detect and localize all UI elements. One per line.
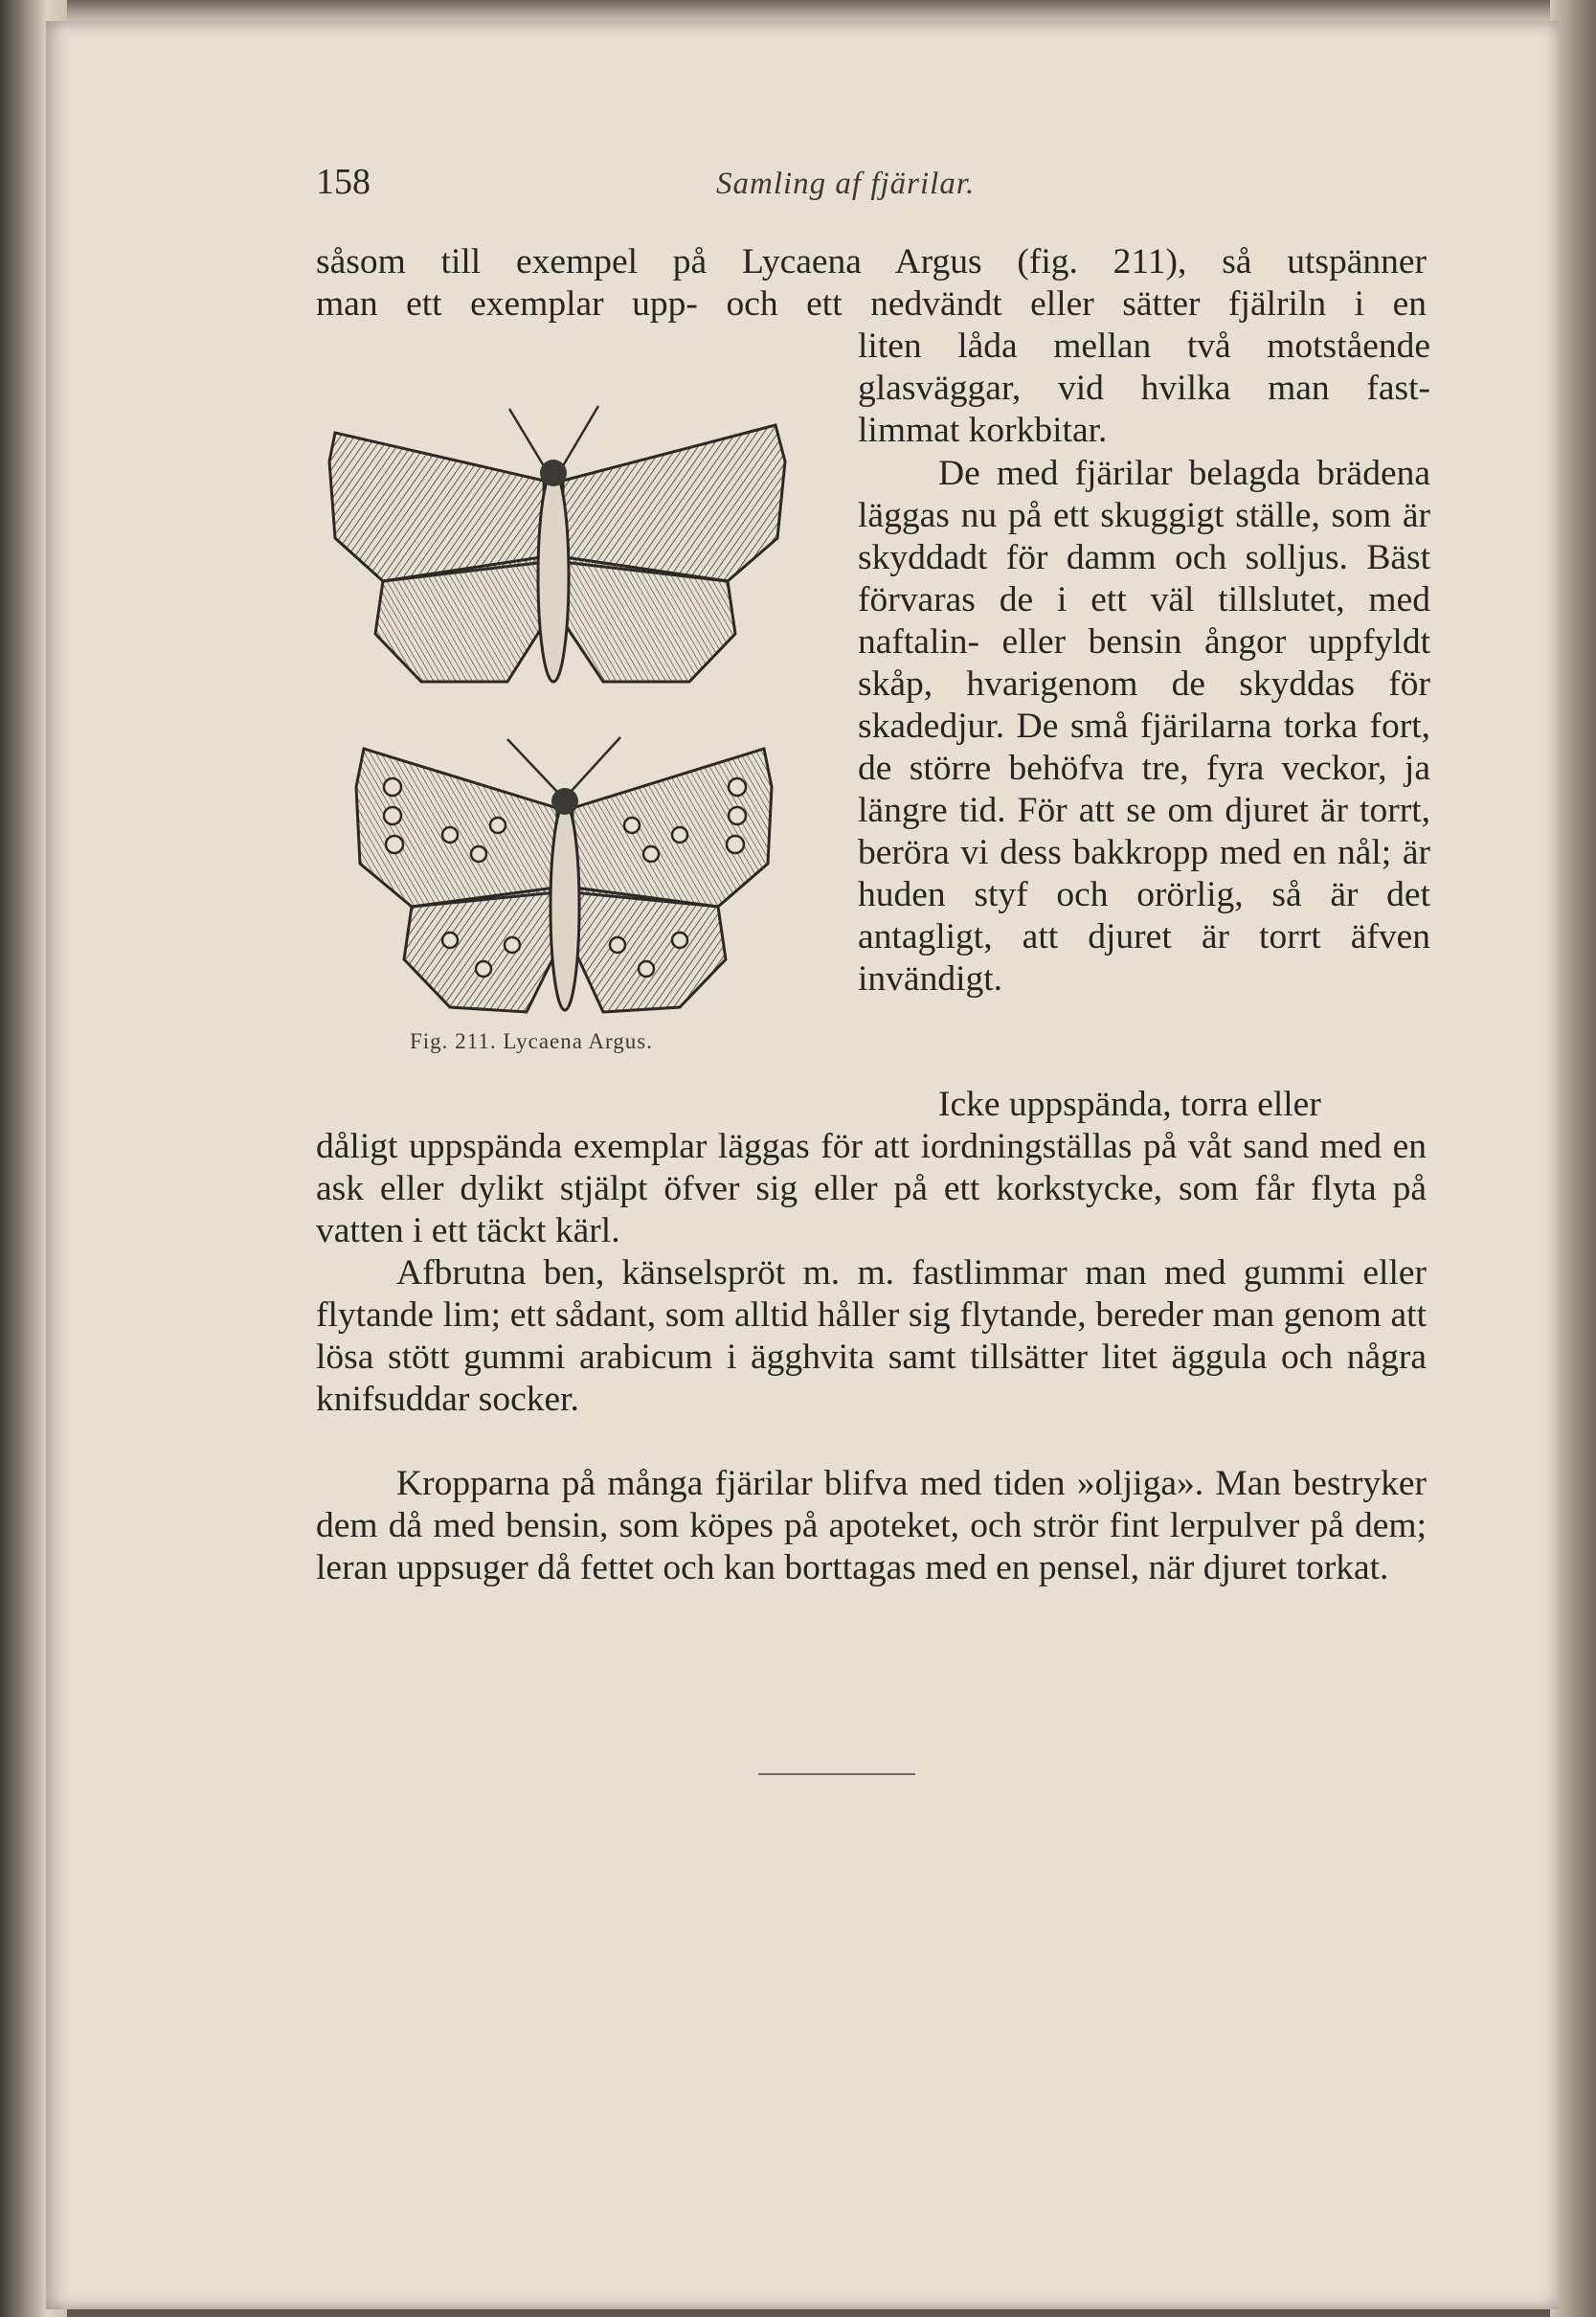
paragraph-text: Kropparna på många fjärilar blifva med tiden »oljiga». Man bestryker dem då med bensin, som köpes på apoteket, och strör fint lerpulver på dem; leran uppsuger då fettet och kan borttagas med en pensel, när djuret torkat. bbox=[316, 1464, 1427, 1587]
butterfly-underside-icon bbox=[356, 737, 772, 1012]
butterfly-illustration bbox=[306, 394, 843, 1084]
text-line: glasväggar, vid hvilka man fast- bbox=[858, 369, 1430, 408]
text-line: såsom till exempel på Lycaena Argus (fig. 211), så utspänner bbox=[316, 242, 1427, 281]
paragraph-text: Afbrutna ben, känselspröt m. m. fastlimmar man med gummi eller flytande lim; ett sådant, som alltid håller sig flytande, bereder man genom att lösa stött gummi arabicum i ägghvita samt tillsätter litet äggula och några knifsuddar socker. bbox=[316, 1253, 1427, 1419]
end-rule bbox=[758, 1773, 915, 1775]
paragraph-4 bbox=[316, 1252, 1427, 1421]
paragraph-2 bbox=[858, 453, 1430, 1001]
text-line: limmat korkbitar. bbox=[858, 411, 1108, 450]
paragraph-1-column bbox=[858, 326, 1430, 452]
paragraph-3-column bbox=[858, 1084, 1430, 1126]
text-line: liten låda mellan två motstående bbox=[858, 326, 1430, 366]
page-header bbox=[316, 161, 1427, 214]
paragraph-1-full bbox=[316, 241, 1427, 326]
running-title: Samling af fjärilar. bbox=[716, 167, 976, 201]
figure-lycaena-argus bbox=[306, 394, 843, 1084]
paragraph-text: dåligt uppspända exemplar läggas för att iordningställas på våt sand med en ask eller dylikt stjälpt öfver sig eller på ett korkstycke, som får flyta på vatten i ett täckt kärl. bbox=[316, 1127, 1427, 1250]
butterfly-upperside-icon bbox=[329, 406, 785, 682]
paragraph-3 bbox=[316, 1126, 1427, 1252]
paragraph-text: Icke uppspända, torra eller bbox=[938, 1085, 1321, 1124]
figure-caption: Fig. 211. Lycaena Argus. bbox=[410, 1029, 653, 1053]
paragraph-5 bbox=[316, 1463, 1427, 1589]
text-line: man ett exemplar upp- och ett nedvändt eller sätter fjälriln i en bbox=[316, 284, 1427, 324]
paragraph-text: De med fjärilar belagda brädena läggas nu på ett skuggigt ställe, som är skyddadt för damm och solljus. Bäst förvaras de i ett väl tillslutet, med naftalin- eller bensin ångor uppfyldt skåp, hvarigenom de skyddas för skadedjur. De små fjärilarna torka fort, de större behöfva tre, fyra veckor, ja längre tid. För att se om djuret är torrt, beröra vi dess bakkropp med en nål; är huden styf och orörlig, så är det antagligt, att djuret är torrt äfven invändigt. bbox=[858, 454, 1430, 999]
page-number: 158 bbox=[316, 162, 371, 202]
